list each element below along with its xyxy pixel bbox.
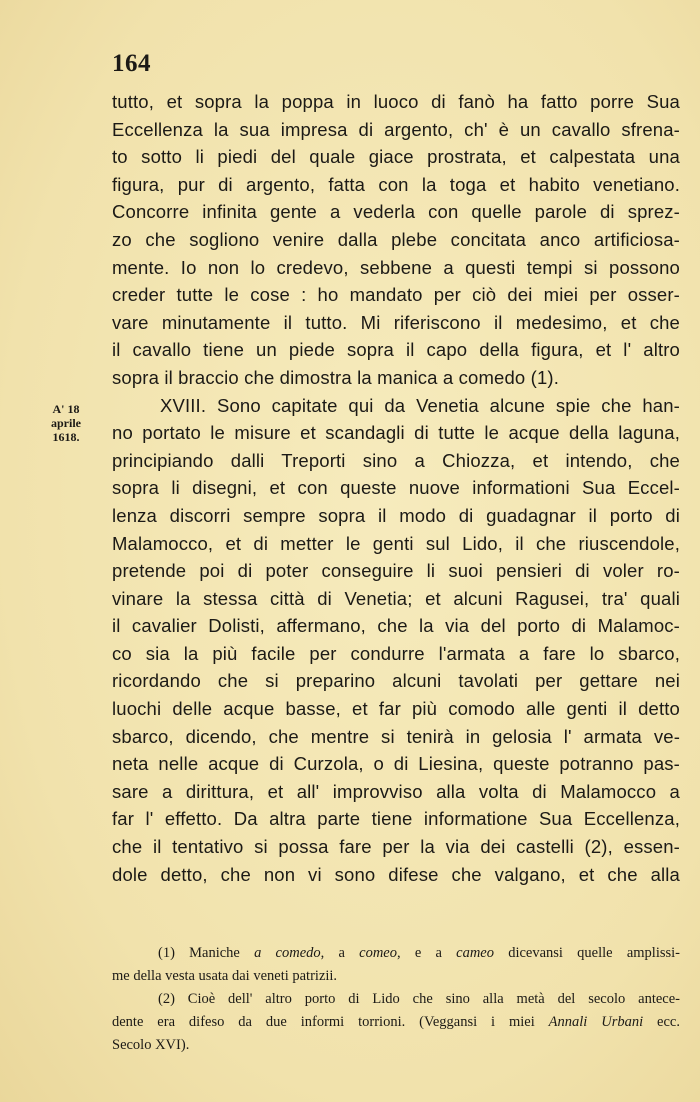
footnote-text: (1) Maniche (158, 945, 255, 961)
footnote-text: , a (320, 945, 360, 961)
text-line: lenza discorri sempre sopra il modo di guadagnar il porto di (112, 504, 680, 526)
text-line: principiando dalli Treporti sino a Chiozza, et intendo, che (112, 449, 680, 471)
text-line: che il tentativo si possa fare per la via dei castelli (2), essen- (112, 836, 680, 858)
text-line: luochi delle acque basse, et far più comodo alle genti il detto (112, 698, 680, 720)
text-line: sopra il braccio che dimostra la manica a comedo (1). (112, 366, 559, 388)
footnote-italic: cameo (456, 945, 494, 961)
footnote-1 (112, 942, 680, 965)
page-number: 164 (112, 50, 151, 77)
text-line: no portato le misure et scandagli di tutte le acque della laguna, (112, 422, 680, 444)
text-line: sare a dirittura, et all' improvviso alla volta di Malamocco a (112, 780, 680, 802)
text-line: il cavallo tiene un piede sopra il capo della figura, et l' altro (112, 339, 680, 361)
margin-note-line: A' 18 (52, 402, 80, 416)
footnote-text: dente era difeso da due informi torrioni. (Veggansi i miei (112, 1014, 549, 1030)
footnote-italic: a comedo (254, 945, 321, 961)
text-line: vinare la stessa città di Venetia; et alcuni Ragusei, tra' quali (112, 587, 680, 609)
footnote-2-continuation: Secolo XVI). (112, 1037, 190, 1053)
text-line: dole detto, che non vi sono difese che valgano, et che alla (112, 863, 680, 885)
text-line: sbarco, dicendo, che mentre si tenirà in gelosia l' armata ve- (112, 725, 680, 747)
text-line: ricordando che si preparino alcuni tavolati per gettare nei (112, 670, 680, 692)
text-line: to sotto li piedi del quale giace prostrata, et calpestata una (112, 146, 680, 168)
text-line: neta nelle acque di Curzola, o di Liesina, queste potranno pas- (112, 753, 680, 775)
body-text (112, 88, 680, 888)
text-line: pretende poi di poter conseguire li suoi pensieri di voler ro- (112, 560, 680, 582)
text-line: figura, pur di argento, fatta con la toga et habito venetiano. (112, 173, 680, 195)
text-line: Eccellenza la sua impresa di argento, ch' è un cavallo sfrena- (112, 118, 680, 140)
text-line: zo che sogliono venire dalla plebe concitata anco artificiosa- (112, 228, 680, 250)
footnote-1-continuation: me della vesta usata dai veneti patrizii. (112, 968, 338, 984)
footnote-text: ecc. (643, 1014, 680, 1030)
footnote-2-continuation (112, 1011, 680, 1034)
text-line: Concorre infinita gente a vederla con quelle parole di sprez- (112, 201, 680, 223)
text-line: sopra li disegni, et con queste nuove informationi Sua Eccel- (112, 477, 680, 499)
footnote-text: , e a (396, 945, 457, 961)
margin-note-line: aprile (51, 416, 81, 430)
text-line: creder tutte le cose : ho mandato per ciò dei miei per osser- (112, 284, 680, 306)
text-line: mente. Io non lo credevo, sebbene a questi tempi si possono (112, 256, 680, 278)
footnote-text: dicevansi quelle amplissi- (493, 945, 680, 961)
text-line: il cavalier Dolisti, affermano, che la via del porto di Malamoc- (112, 615, 680, 637)
text-line: co sia la più facile per condurre l'armata a fare lo sbarco, (112, 642, 680, 664)
text-line: far l' effetto. Da altra parte tiene informatione Sua Eccellenza, (112, 808, 680, 830)
footnotes (112, 942, 680, 1057)
footnote-2: (2) Cioè dell' altro porto di Lido che sino alla metà del secolo antece- (158, 991, 680, 1007)
footnote-italic: comeo (359, 945, 397, 961)
text-line: vare minutamente il tutto. Mi riferiscono il medesimo, et che (112, 311, 680, 333)
footnote-italic: Annali Urbani (548, 1014, 644, 1030)
text-line: Malamocco, et di metter le genti sul Lido, il che riuscendole, (112, 532, 680, 554)
text-line-section-start: XVIII. Sono capitate qui da Venetia alcune spie che han- (160, 394, 680, 416)
margin-date-note (36, 402, 96, 444)
text-line: tutto, et sopra la poppa in luoco di fanò ha fatto porre Sua (112, 91, 680, 112)
margin-note-line: 1618. (52, 430, 80, 444)
